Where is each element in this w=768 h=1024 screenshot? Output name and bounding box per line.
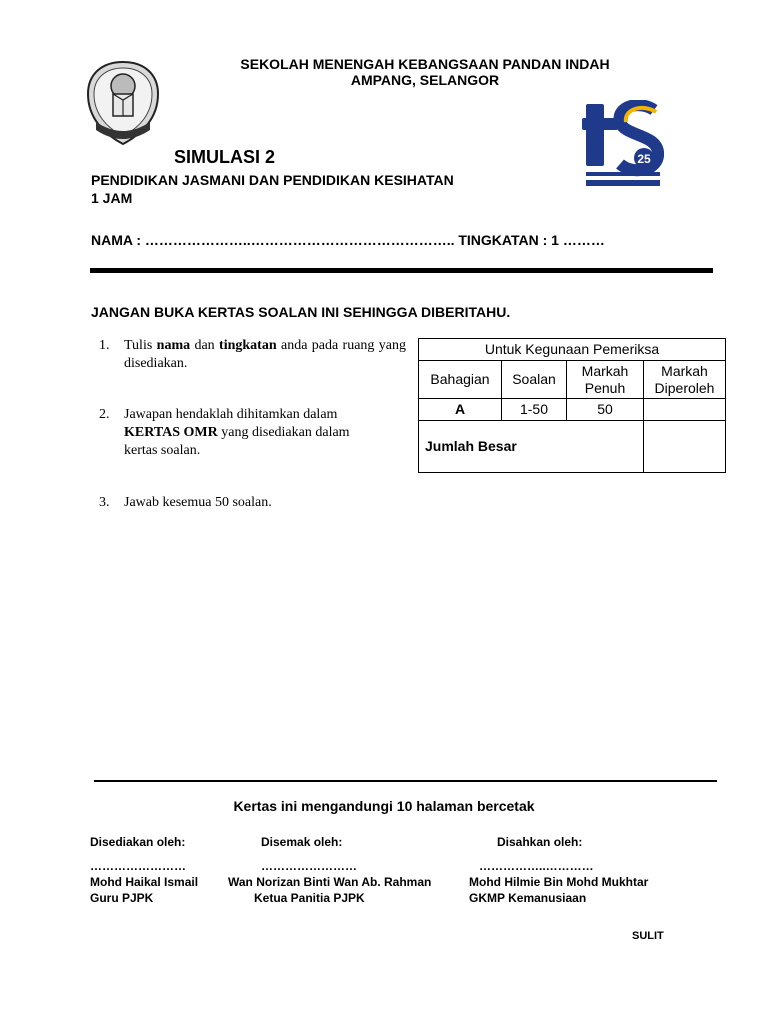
total-label: Jumlah Besar: [419, 421, 644, 473]
cell-section: A: [419, 399, 502, 421]
instruction-text-part: dan: [190, 338, 220, 353]
thick-divider: [90, 268, 713, 273]
examiner-table: [418, 338, 726, 473]
signature-line: ……………..…………: [479, 859, 594, 873]
signatory-role: Ketua Panitia PJPK: [254, 891, 365, 905]
signatory-role: GKMP Kemanusiaan: [469, 891, 587, 905]
exam-subject: PENDIDIKAN JASMANI DAN PENDIDIKAN KESIHATAN: [91, 172, 454, 188]
instruction-number: 1.: [99, 338, 110, 353]
school-header: [160, 56, 690, 88]
footer-divider: [94, 780, 717, 782]
signature-line: ……………………: [90, 859, 186, 873]
cell-questions: 1-50: [502, 399, 567, 421]
checked-by-block: [228, 834, 431, 906]
instruction-number: 3.: [99, 495, 110, 510]
school-location: AMPANG, SELANGOR: [350, 72, 500, 88]
header-soalan: Soalan: [502, 361, 567, 399]
sulit-label: SULIT: [632, 930, 664, 942]
instruction-text: [124, 406, 374, 460]
instruction-text: [124, 337, 406, 373]
signature-line: ……………………: [261, 859, 357, 873]
signatory-name: Wan Norizan Binti Wan Ab. Rahman: [228, 875, 432, 889]
signatory-role: Guru PJPK: [90, 891, 154, 905]
signature-label: Disahkan oleh:: [497, 835, 583, 849]
exam-subject-block: [91, 171, 454, 207]
school-crest-logo: [86, 60, 160, 148]
signatory-name: Mohd Hilmie Bin Mohd Mukhtar: [469, 875, 649, 889]
cell-full-marks: 50: [567, 399, 644, 421]
student-name-line: NAMA : …………………..…………………………………….. TINGKATAN : 1 ………: [91, 232, 605, 248]
header-markah-penuh: Markah Penuh: [567, 361, 644, 399]
cell-total-marks[interactable]: [644, 421, 726, 473]
header-markah-diperoleh: Markah Diperoleh: [644, 361, 726, 399]
instruction-text-part: yang disediakan dalam kertas soalan.: [124, 425, 350, 458]
instruction-bold-word: tingkatan: [219, 338, 277, 353]
signature-label: Disemak oleh:: [261, 835, 343, 849]
page-count-note: Kertas ini mengandungi 10 halaman bercetak: [233, 798, 535, 814]
signature-label: Disediakan oleh:: [90, 835, 186, 849]
instruction-text-part: anda pada ruang yang disediakan.: [124, 338, 406, 371]
instruction-bold-word: nama: [156, 338, 191, 353]
cell-obtained-marks[interactable]: [644, 399, 726, 421]
instruction-text-part: Jawapan hendaklah dihitamkan dalam: [124, 407, 338, 422]
signatory-name: Mohd Haikal Ismail: [90, 875, 199, 889]
transformation-program-logo: [582, 100, 664, 192]
approved-by-block: [469, 834, 648, 906]
instruction-text-part: Tulis: [124, 338, 157, 353]
warning-text: JANGAN BUKA KERTAS SOALAN INI SEHINGGA DIBERITAHU.: [91, 304, 511, 320]
header-bahagian: Bahagian: [419, 361, 502, 399]
logo-number: 25: [637, 152, 651, 166]
exam-title: SIMULASI 2: [174, 147, 276, 167]
instruction-text: Jawab kesemua 50 soalan.: [124, 495, 272, 510]
instruction-bold-word: KERTAS OMR: [124, 425, 218, 440]
exam-duration: 1 JAM: [91, 190, 133, 206]
table-caption: Untuk Kegunaan Pemeriksa: [419, 339, 726, 361]
prepared-by-block: [90, 834, 198, 906]
school-name: SEKOLAH MENENGAH KEBANGSAAN PANDAN INDAH: [240, 56, 610, 72]
instruction-number: 2.: [99, 407, 110, 422]
